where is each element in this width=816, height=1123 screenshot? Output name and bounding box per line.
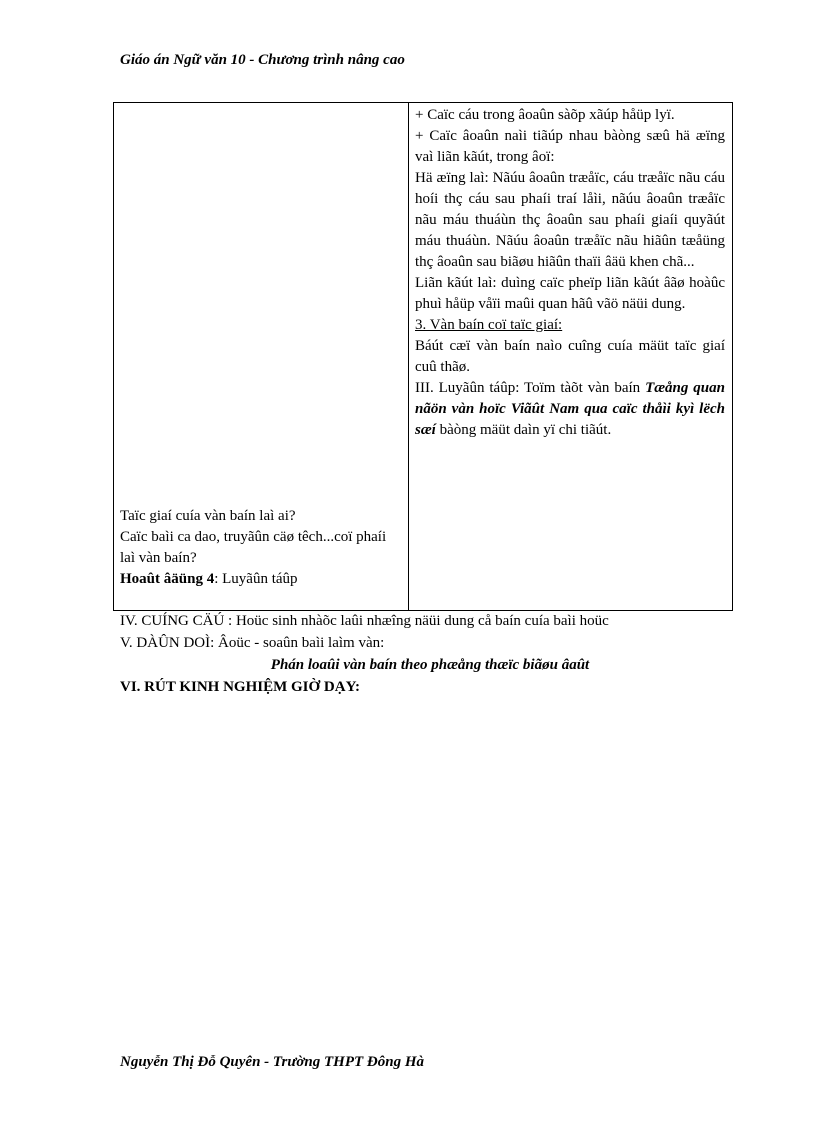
lesson-table (113, 102, 733, 611)
page-header: Giáo án Ngữ văn 10 - Chương trình nâng cao (120, 52, 405, 68)
section-heading-author: 3. Vàn baín coï taïc giaí: (415, 317, 563, 333)
page-footer: Nguyễn Thị Đỗ Quyên - Trường THPT Đông Hà (120, 1054, 424, 1070)
content-paragraph: + Caïc cáu trong âoaûn sàõp xãúp håüp lyï. (415, 107, 675, 123)
practice-text-title: Tæång quan nãön vàn hoïc Viãût Nam qua caïc thåìi kyì lëch sæí (415, 380, 725, 438)
teacher-questions (120, 506, 402, 590)
section-homework: V. DÀÛN DOÌ: Âoüc - soaûn baìi laìm vàn: (120, 635, 385, 651)
activity-4 (120, 569, 402, 590)
content-paragraph: Báút cæï vàn baín naìo cuîng cuía mäüt taïc giaí cuû thãø. (415, 338, 725, 375)
activity-label: Hoaût âäüng 4 (120, 571, 215, 587)
practice-paragraph (415, 378, 725, 441)
lesson-content (409, 103, 732, 441)
content-paragraph: Hä æïng laì: Nãúu âoaûn træåïc, cáu træåïc nãu cáu hoíi thç cáu sau phaíi traí låìi, nãúu âoaûn træåïc nãu máu thuáùn thç âoaûn sau phaíi giaíi quyãút máu thuáùn. Nãúu âoaûn træåïc nãu hiãûn tæåüng thç âoaûn sau biãøu hiãûn thaïi âäü khen chã... (415, 170, 725, 270)
table-left-column (114, 103, 409, 610)
table-right-column (409, 103, 732, 610)
practice-end: bàòng mäüt daìn yï chi tiãút. (435, 422, 612, 438)
practice-intro: III. Luyãûn táûp: Toïm tàõt vàn baín (415, 380, 646, 396)
question-folk-texts: Caïc baìi ca dao, truyãûn cäø têch...coï phaíi laì vàn baín? (120, 529, 387, 566)
activity-label-rest: : Luyãûn táûp (214, 571, 298, 587)
content-paragraph: + Caïc âoaûn naìi tiãúp nhau bàòng sæû hä æïng vaì liãn kãút, trong âoï: (415, 128, 725, 165)
content-paragraph: Liãn kãút laì: duìng caïc pheïp liãn kãút âãø hoàûc phuì håüp våïi maûi quan hãû vãö näüi dung. (415, 275, 725, 312)
homework-lesson-title: Phán loaûi vàn baín theo phæång thæïc biãøu âaût (270, 657, 590, 673)
section-experience: VI. RÚT KINH NGHIỆM GIỜ DẠY: (120, 679, 361, 695)
question-author: Taïc giaí cuía vàn baín laì ai? (120, 508, 296, 524)
section-consolidation: IV. CUÍNG CÄÚ : Hoüc sinh nhàõc laûi nhæîng näüi dung cå baín cuía baìi hoüc (120, 613, 609, 629)
